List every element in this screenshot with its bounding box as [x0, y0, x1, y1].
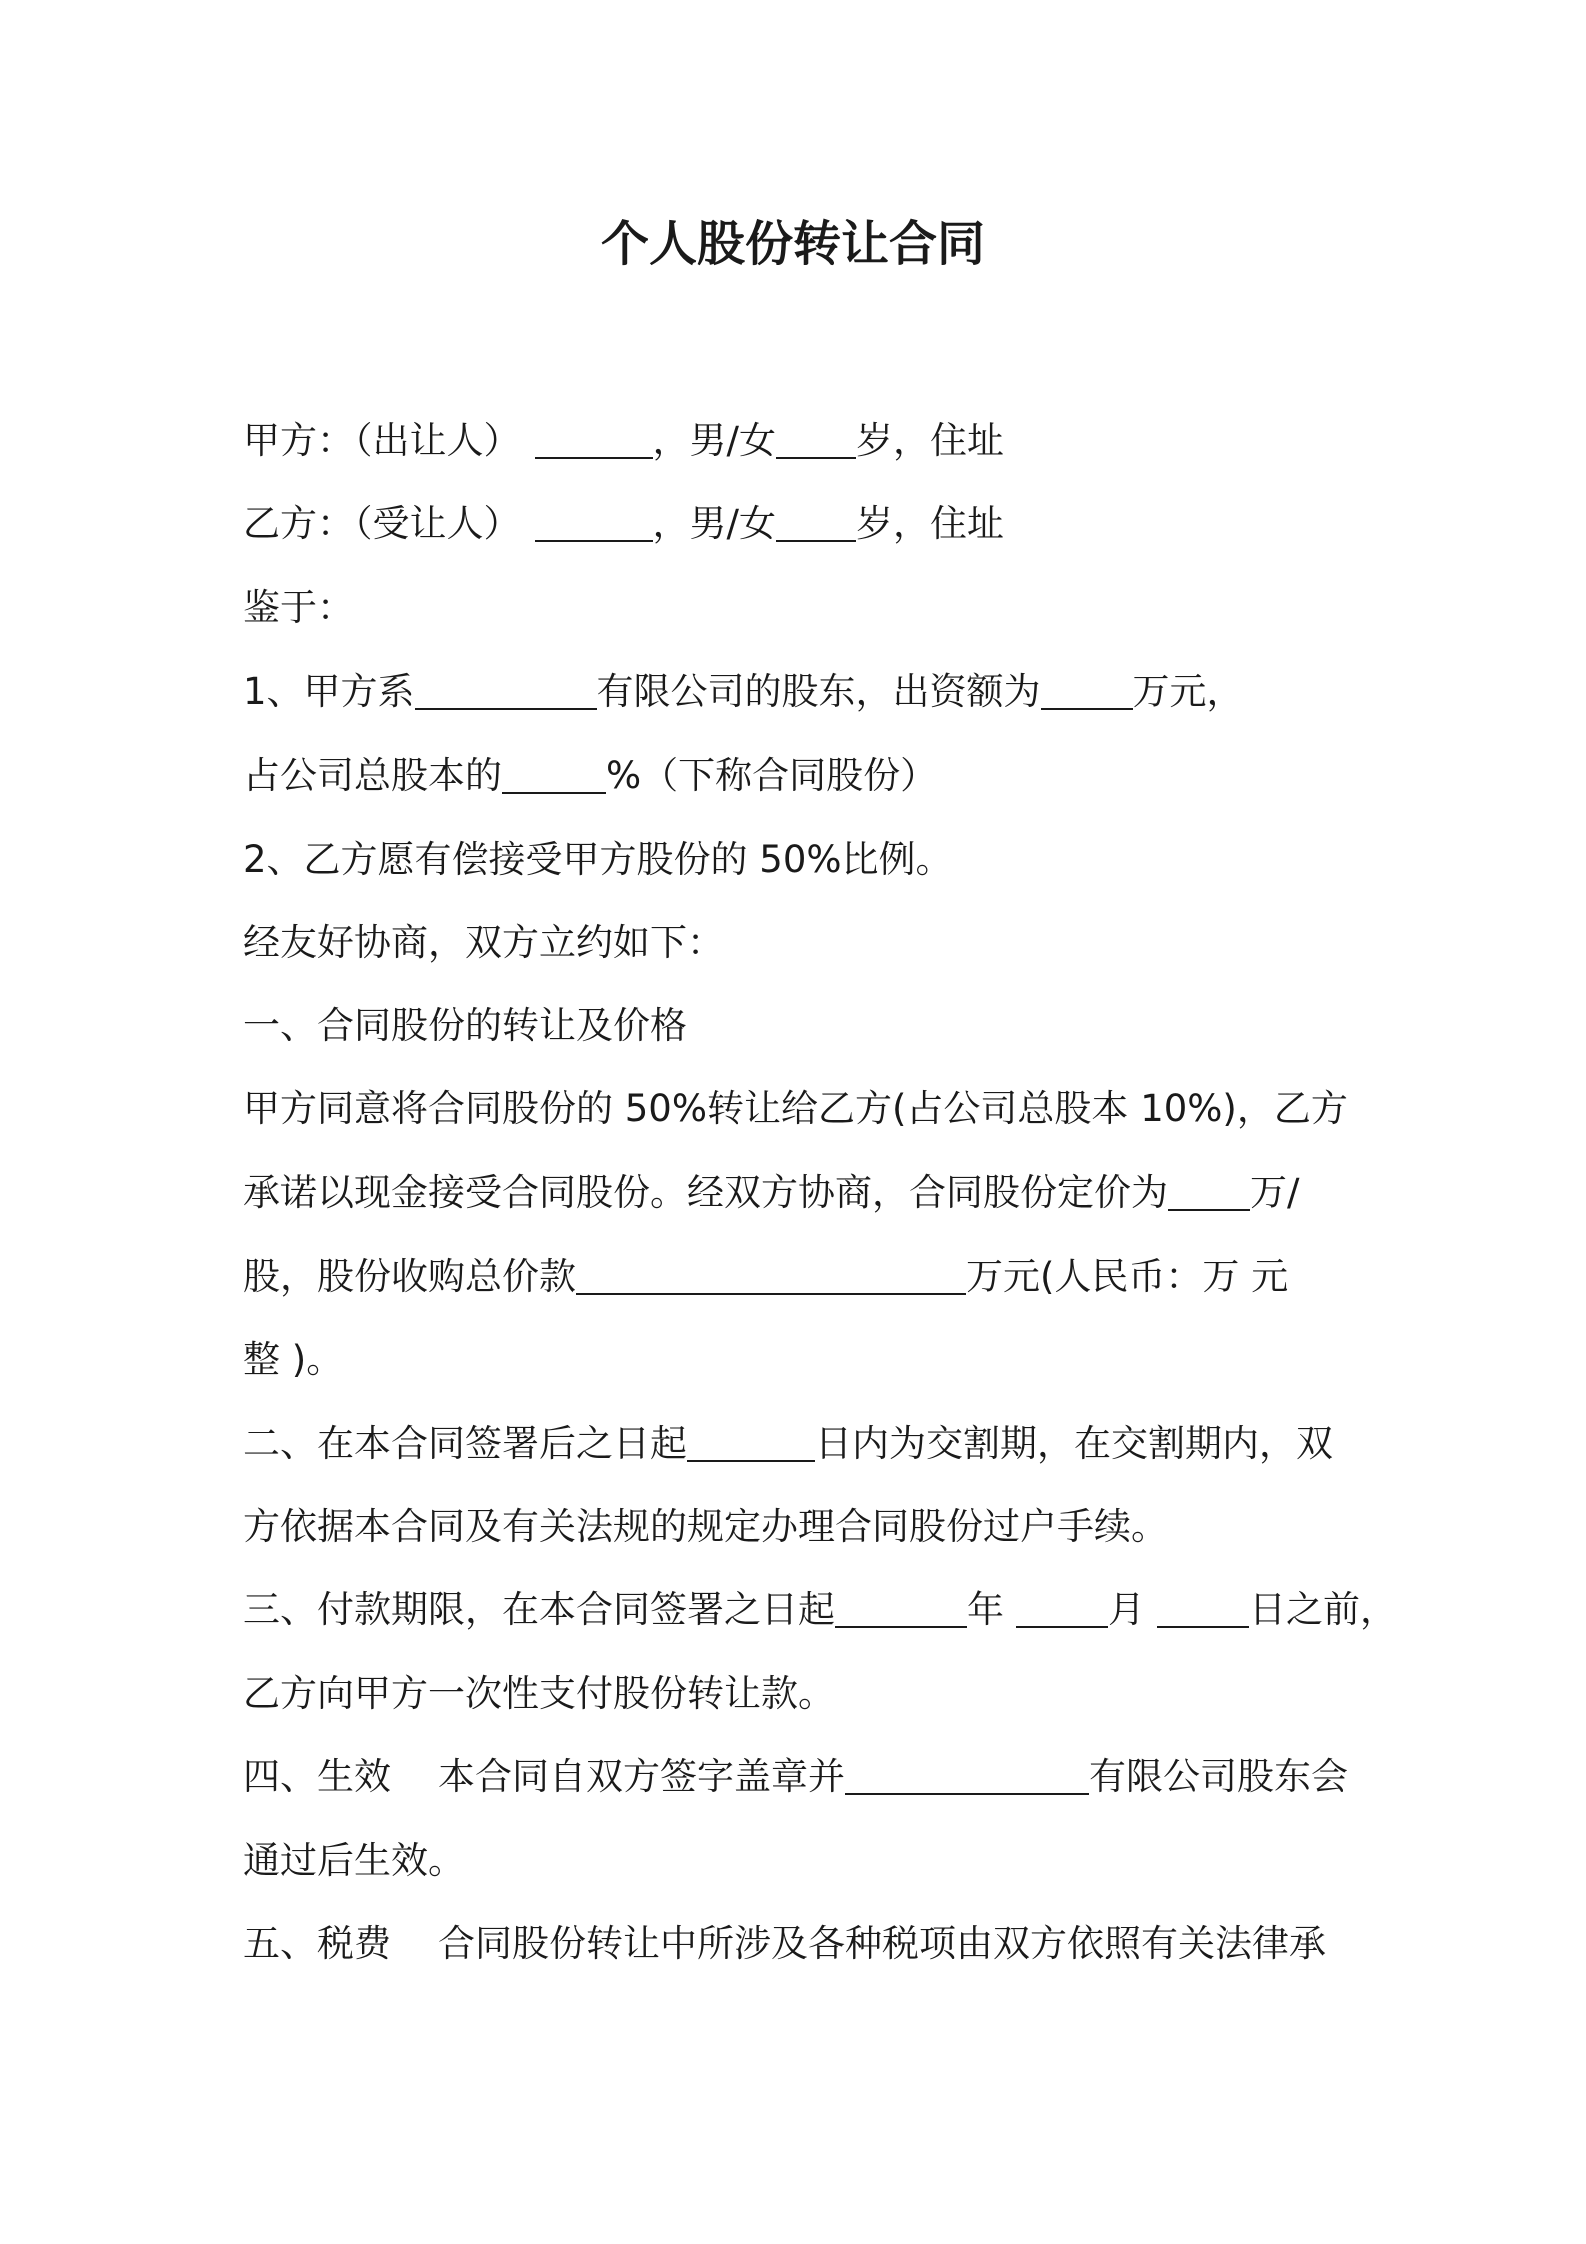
recital-2-text: 2、乙方愿有偿接受甲方股份的 50%比例。 [243, 838, 953, 881]
whereas-heading [243, 582, 354, 634]
section-2-text-2: 日内为交割期，在交割期内，双 [815, 1422, 1333, 1465]
section-4-text-2: 有限公司股东会 [1089, 1755, 1349, 1798]
party-b-age-blank[interactable] [776, 500, 856, 542]
section-5-line-1 [243, 1918, 1326, 1970]
section-1-heading [243, 1000, 687, 1052]
party-b-label: 乙方：（受让人） [243, 502, 521, 545]
recital-1-cont-line [243, 750, 937, 802]
party-b-gender-label: ，男/女 [652, 502, 776, 545]
payment-month-blank[interactable] [1016, 1586, 1108, 1628]
year-label: 年 [967, 1588, 1004, 1631]
section-3-text-2: 乙方向甲方一次性支付股份转让款。 [243, 1672, 835, 1715]
total-price-blank[interactable] [576, 1253, 966, 1295]
party-a-address-label: 岁，住址 [855, 419, 1004, 462]
party-a-line [243, 415, 1004, 467]
section-1-title: 一、合同股份的转让及价格 [243, 1004, 687, 1047]
share-ratio-label: 占公司总股本的 [243, 754, 502, 797]
party-b-name-blank[interactable] [535, 500, 653, 542]
agreement-intro-line [243, 917, 724, 969]
section-1-line-2 [243, 1167, 1299, 1219]
payment-day-blank[interactable] [1157, 1586, 1249, 1628]
whereas-label: 鉴于： [243, 586, 354, 629]
section-1-line-4 [243, 1334, 343, 1386]
recital-2-line [243, 834, 953, 886]
day-label: 日之前， [1249, 1588, 1397, 1631]
section-4-text-1: 四、生效 本合同自双方签字盖章并 [243, 1755, 846, 1798]
company-name-blank[interactable] [415, 668, 597, 710]
recital-1-text: 1、甲方系 [243, 670, 415, 713]
section-3-line-1 [243, 1584, 1397, 1636]
party-a-gender-label: ，男/女 [652, 419, 776, 462]
section-1-text-1: 甲方同意将合同股份的 50%转让给乙方(占公司总股本 10%)，乙方 [243, 1087, 1348, 1130]
recital-1-line [243, 666, 1244, 718]
section-3-line-2 [243, 1668, 835, 1720]
total-price-suffix: 万元(人民币：万 元 [966, 1255, 1289, 1298]
total-price-label: 股，股份收购总价款 [243, 1255, 576, 1298]
section-1-text-2: 承诺以现金接受合同股份。经双方协商，合同股份定价为 [243, 1171, 1168, 1214]
section-4-line-2 [243, 1835, 465, 1887]
party-a-name-blank[interactable] [535, 417, 653, 459]
shareholder-meeting-company-blank[interactable] [845, 1753, 1089, 1795]
price-per-share-blank[interactable] [1168, 1169, 1250, 1211]
month-label: 月 [1108, 1588, 1145, 1631]
section-1-text-end: 整 )。 [243, 1338, 344, 1381]
recital-1-capital-text: 有限公司的股东，出资额为 [596, 670, 1041, 713]
section-3-text-1: 三、付款期限，在本合同签署之日起 [243, 1588, 835, 1631]
share-ratio-blank[interactable] [502, 752, 606, 794]
capital-amount-blank[interactable] [1041, 668, 1133, 710]
section-1-line-1 [243, 1083, 1348, 1135]
delivery-days-blank[interactable] [687, 1420, 815, 1462]
agreement-intro-text: 经友好协商，双方立约如下： [243, 921, 724, 964]
recital-1-unit: 万元， [1132, 670, 1244, 713]
section-2-text-1: 二、在本合同签署后之日起 [243, 1422, 687, 1465]
share-ratio-suffix: %（下称合同股份） [606, 754, 938, 797]
section-2-line-1 [243, 1418, 1333, 1470]
party-b-line [243, 498, 1004, 550]
section-2-text-3: 方依据本合同及有关法规的规定办理合同股份过户手续。 [243, 1505, 1168, 1548]
document-title: 个人股份转让合同 [600, 216, 985, 272]
section-4-line-1 [243, 1751, 1348, 1803]
section-1-line-3 [243, 1251, 1288, 1303]
section-2-line-2 [243, 1501, 1168, 1553]
party-a-label: 甲方：（出让人） [243, 419, 521, 462]
section-5-text-1: 五、税费 合同股份转让中所涉及各种税项由双方依照有关法律承 [243, 1922, 1327, 1965]
section-4-text-3: 通过后生效。 [243, 1839, 465, 1882]
party-a-age-blank[interactable] [776, 417, 856, 459]
price-unit: 万/ [1250, 1171, 1300, 1214]
party-b-address-label: 岁，住址 [855, 502, 1004, 545]
payment-year-blank[interactable] [835, 1586, 967, 1628]
